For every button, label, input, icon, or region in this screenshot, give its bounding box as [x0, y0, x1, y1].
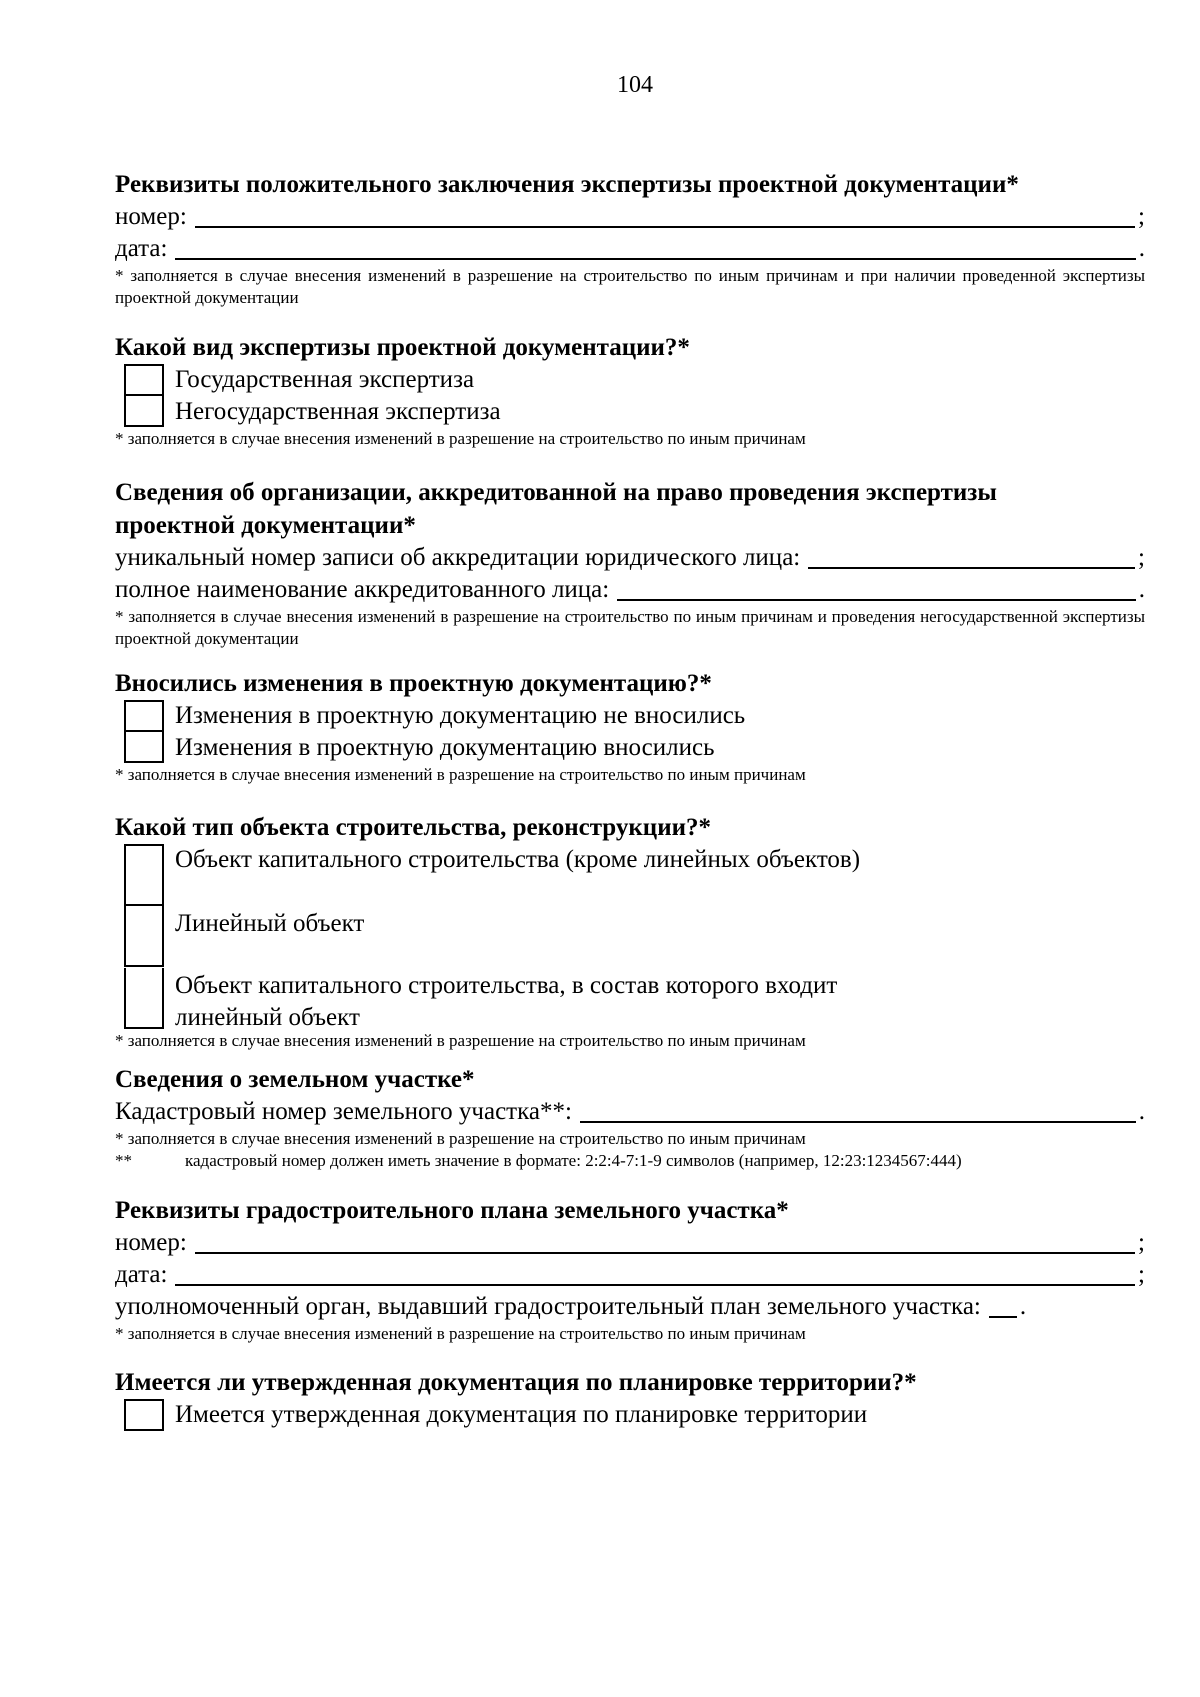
registry-number-label: уникальный номер записи об аккредитации юридического лица:: [115, 544, 801, 571]
organization-name-field[interactable]: [617, 575, 1136, 601]
section-title-line1: Сведения об организации, аккредитованной на право проведения экспертизы: [115, 479, 997, 506]
option-label: Имеется утвержденная документация по планировке территории: [175, 1401, 868, 1428]
section-title: Какой вид экспертизы проектной документации?*: [115, 334, 690, 361]
section-title-line2: проектной документации*: [115, 512, 416, 539]
section-land-plot: [115, 1063, 1145, 1172]
option-approved-planning-docs: [115, 1399, 1145, 1431]
date-end: .: [1138, 235, 1145, 262]
section-title: Сведения о земельном участке*: [115, 1066, 475, 1093]
footnote-format: [115, 1150, 1145, 1172]
checkbox-state-expertise[interactable]: [124, 364, 164, 396]
option-label: Линейный объект: [175, 910, 365, 937]
option-label-line2: линейный объект: [175, 1004, 360, 1031]
date-label: дата:: [115, 235, 168, 262]
checkbox-linear-object[interactable]: [124, 906, 164, 967]
option-capital-object: [115, 844, 1145, 906]
date-end: ;: [1138, 1261, 1145, 1288]
date-field[interactable]: [175, 1260, 1135, 1286]
organization-name-end: .: [1138, 576, 1145, 603]
option-label: Объект капитального строительства (кроме линейных объектов): [175, 846, 861, 873]
section-accredited-organization: [115, 476, 1145, 650]
footnote: * заполняется в случае внесения изменений в разрешение на строительство по иным причинам и проведения негосударственной экспертизы проектной документации: [115, 607, 1145, 648]
registry-number-end: ;: [1138, 544, 1145, 571]
organization-name-row: [115, 574, 1145, 606]
option-linear-object: [115, 906, 1145, 968]
option-no-changes: [115, 700, 1145, 732]
cadastral-number-field[interactable]: [580, 1097, 1136, 1123]
authority-label: уполномоченный орган, выдавший градостроительный план земельного участка:: [115, 1293, 981, 1320]
number-field[interactable]: [195, 202, 1135, 228]
number-row: [115, 201, 1145, 233]
footnote-text: кадастровый номер должен иметь значение в формате: 2:2:4-7:1-9 символов (например, 12:23:1234567:444): [185, 1151, 962, 1170]
checkbox-capital-object[interactable]: [124, 844, 164, 906]
footnote: * заполняется в случае внесения изменений в разрешение на строительство по иным причинам и при наличии проведенной экспертизы проектной документации: [115, 266, 1145, 307]
option-state-expertise: [115, 364, 1145, 396]
option-label: Негосударственная экспертиза: [175, 398, 501, 425]
authority-row: [115, 1291, 1145, 1323]
section-title: Вносились изменения в проектную документацию?*: [115, 670, 712, 697]
section-design-changes: [115, 667, 1145, 786]
footnote: * заполняется в случае внесения изменений в разрешение на строительство по иным причинам: [115, 1129, 806, 1148]
checkbox-no-changes[interactable]: [124, 700, 164, 732]
organization-name-label: полное наименование аккредитованного лица:: [115, 576, 610, 603]
authority-field[interactable]: [989, 1292, 1017, 1318]
checkbox-capital-with-linear[interactable]: [124, 968, 164, 1029]
number-label: номер:: [115, 203, 187, 230]
number-end: ;: [1138, 1229, 1145, 1256]
section-title: Реквизиты положительного заключения экспертизы проектной документации*: [115, 171, 1019, 198]
number-field[interactable]: [195, 1228, 1135, 1254]
section-title: Имеется ли утвержденная документация по планировке территории?*: [115, 1369, 917, 1396]
section-title: Реквизиты градостроительного плана земельного участка*: [115, 1197, 789, 1224]
cadastral-number-row: [115, 1096, 1145, 1128]
date-field[interactable]: [175, 234, 1135, 260]
number-end: ;: [1138, 203, 1145, 230]
number-row: [115, 1227, 1145, 1259]
section-title: Какой тип объекта строительства, реконструкции?*: [115, 814, 711, 841]
section-urban-plan: [115, 1194, 1145, 1345]
option-label-line1: Объект капитального строительства, в состав которого входит: [175, 972, 838, 999]
option-label: Государственная экспертиза: [175, 366, 475, 393]
footnote: * заполняется в случае внесения изменений в разрешение на строительство по иным причинам: [115, 429, 806, 448]
date-label: дата:: [115, 1261, 168, 1288]
footnote-mark: **: [115, 1151, 132, 1170]
cadastral-number-label: Кадастровый номер земельного участка**:: [115, 1098, 572, 1125]
cadastral-number-end: .: [1138, 1098, 1145, 1125]
section-expertise-type: [115, 331, 1145, 450]
option-changes-made: [115, 732, 1145, 764]
footnote: * заполняется в случае внесения изменений в разрешение на строительство по иным причинам: [115, 1324, 806, 1343]
checkbox-changes-made[interactable]: [124, 732, 164, 763]
option-nonstate-expertise: [115, 396, 1145, 428]
date-row: [115, 233, 1145, 265]
checkbox-approved-planning-docs[interactable]: [124, 1399, 164, 1431]
section-planning-documentation: [115, 1366, 1145, 1431]
checkbox-nonstate-expertise[interactable]: [124, 396, 164, 427]
authority-end: .: [1019, 1293, 1027, 1320]
page-number: 104: [617, 72, 653, 98]
footnote: * заполняется в случае внесения изменений в разрешение на строительство по иным причинам: [115, 765, 806, 784]
option-label: Изменения в проектную документацию вносились: [175, 734, 715, 761]
option-label: Изменения в проектную документацию не вносились: [175, 702, 746, 729]
option-capital-with-linear: [115, 968, 1145, 1030]
number-label: номер:: [115, 1229, 187, 1256]
registry-number-row: [115, 542, 1145, 574]
date-row: [115, 1259, 1145, 1291]
section-object-type: [115, 811, 1145, 1052]
option-label: [175, 968, 837, 1034]
registry-number-field[interactable]: [808, 543, 1135, 569]
section-expertise-conclusion: [115, 168, 1145, 309]
footnote: * заполняется в случае внесения изменений в разрешение на строительство по иным причинам: [115, 1031, 806, 1050]
